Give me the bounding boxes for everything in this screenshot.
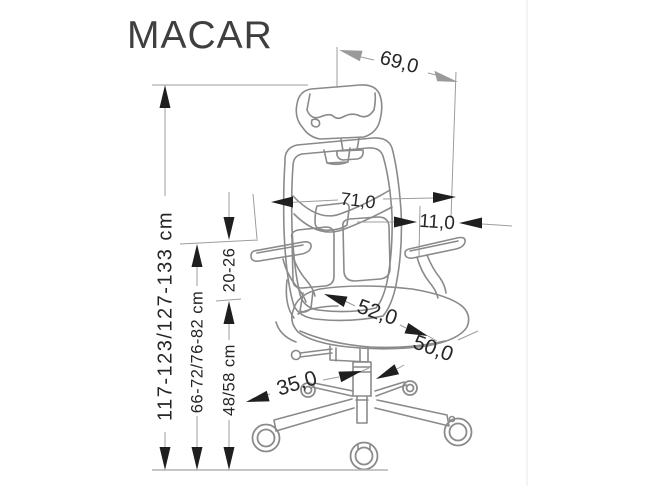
product-title: MACAR	[127, 14, 273, 57]
chair-drawing	[251, 85, 472, 470]
dimension-label-seat-width: 52,0	[354, 294, 401, 331]
left-armrest	[251, 242, 315, 312]
dimension-label-base-radius: 35,0	[273, 366, 320, 401]
dimension-label-armrest-pad-width: 11,0	[418, 210, 456, 235]
dimension-label-seat-depth: 50,0	[410, 330, 457, 367]
dimension-label-total-height: 117-123/127-133 cm	[154, 210, 177, 422]
dimension-label-armrest-floor-height: 66-72/76-82 cm	[188, 290, 207, 414]
gas-cylinder	[330, 346, 371, 423]
headrest	[296, 85, 382, 139]
dimension-label-seat-height: 48/58 cm	[220, 344, 239, 416]
tilt-lever	[292, 349, 333, 360]
dimension-label-back-width: 71,0	[339, 188, 377, 213]
dimension-label-top-width: 69,0	[377, 46, 421, 79]
dimension-label-armrest-height-range: 20-26	[220, 247, 239, 293]
